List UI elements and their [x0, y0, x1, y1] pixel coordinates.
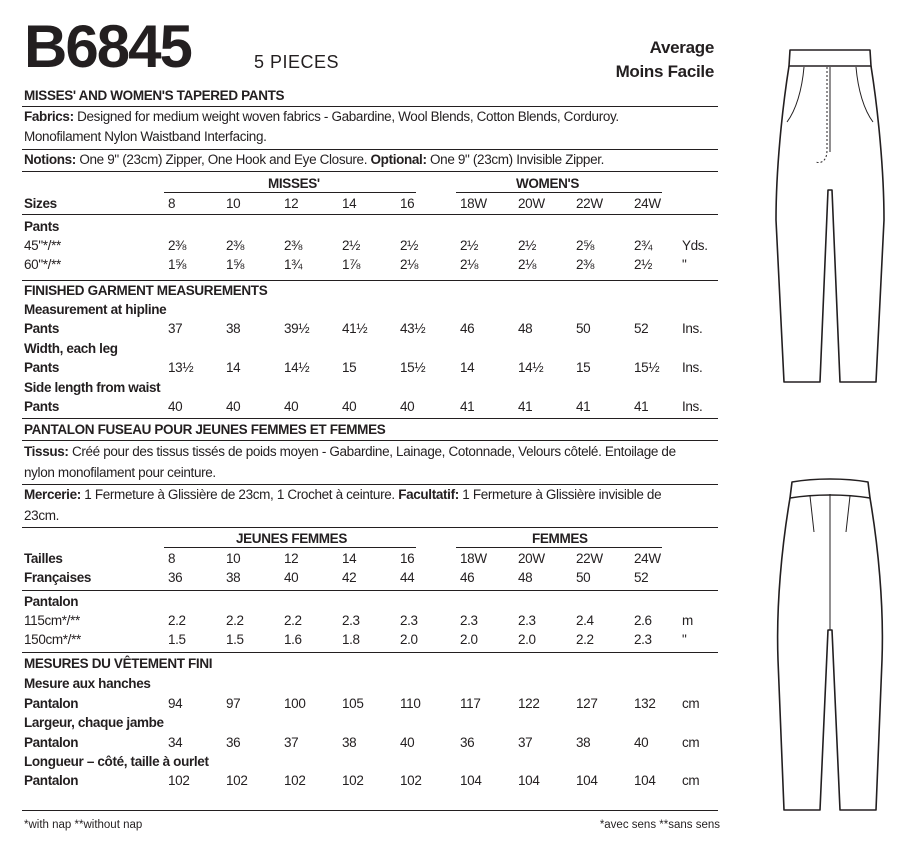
metrage-150-row-cell: 1.6: [284, 632, 302, 647]
sizes-row-cell: 22W: [576, 196, 603, 211]
leg-width-row-cell: 15: [342, 360, 357, 375]
yardage-45-row-cell: 2⅜: [168, 238, 187, 253]
leg-width-row-cell: 15: [576, 360, 591, 375]
francaises-row-cell: 38: [226, 570, 241, 585]
notions-label: Notions:: [24, 152, 76, 167]
fabrics-line: [24, 109, 619, 124]
tailles-row-cell: 18W: [460, 551, 487, 566]
sizes-row-cell: 14: [342, 196, 357, 211]
yardage-60-row-label: 60"*/**: [24, 257, 61, 272]
longueur-row-cell: 102: [342, 773, 364, 788]
pants-front-sketch-icon: [770, 40, 890, 420]
largeur-row-label: Pantalon: [24, 735, 79, 750]
tailles-row-cell: 20W: [518, 551, 545, 566]
yardage-45-row-cell: 2½: [518, 238, 537, 253]
yardage-60-row-cell: 1⅞: [342, 257, 361, 272]
divider: [22, 106, 718, 107]
metrage-115-row-cell: 2.6: [634, 613, 652, 628]
divider: [22, 418, 718, 419]
divider: [22, 810, 718, 811]
tailles-row-cell: 14: [342, 551, 357, 566]
divider: [22, 149, 718, 150]
largeur-row-cell: 40: [400, 735, 415, 750]
side-length-row-cell: 40: [400, 399, 415, 414]
facultatif-text: 1 Fermeture à Glissière invisible de: [462, 487, 662, 502]
fabrics-text-2: Monofilament Nylon Waistband Interfacing.: [24, 129, 267, 144]
mercerie-text: 1 Fermeture à Glissière de 23cm, 1 Crochet à ceinture.: [84, 487, 395, 502]
difficulty-level-fr: Moins Facile: [615, 62, 714, 81]
hipline-row-label: Pants: [24, 321, 60, 336]
pattern-number: B6845: [24, 13, 191, 80]
yardage-60-row-cell: 2⅜: [576, 257, 595, 272]
mesures-title: MESURES DU VÊTEMENT FINI: [24, 656, 213, 671]
metrage-115-row-cell: 2.3: [518, 613, 536, 628]
divider: [22, 214, 718, 215]
hanches-row-label: Pantalon: [24, 696, 79, 711]
metrage-150-row-cell: 1.8: [342, 632, 360, 647]
side-length-row-cell: 40: [226, 399, 241, 414]
hipline-row-cell: 52: [634, 321, 649, 336]
fabrics-label: Fabrics:: [24, 109, 74, 124]
metrage-150-row-cell: 2.0: [518, 632, 536, 647]
optional-label: Optional:: [370, 152, 427, 167]
divider: [22, 440, 718, 441]
largeur-row-cell: 36: [460, 735, 475, 750]
divider: [22, 171, 718, 172]
sizes-row-cell: 18W: [460, 196, 487, 211]
side-length-row-cell: 41: [634, 399, 649, 414]
francaises-row-cell: 42: [342, 570, 357, 585]
metrage-150-row-cell: 2.2: [576, 632, 594, 647]
group-femmes: FEMMES: [532, 531, 588, 546]
yardage-60-row-cell: 2⅛: [460, 257, 479, 272]
metrage-115-row-label: 115cm*/**: [24, 613, 80, 628]
finished-measurements-title: FINISHED GARMENT MEASUREMENTS: [24, 283, 268, 298]
metrage-150-row-unit: ": [682, 632, 687, 647]
fabrics-text: Designed for medium weight woven fabrics - Gabardine, Wool Blends, Cotton Blends, Corduroy.: [77, 109, 619, 124]
leg-width-row-cell: 14: [226, 360, 241, 375]
sizes-row-cell: 16: [400, 196, 415, 211]
mercerie-text-2: 23cm.: [24, 508, 60, 523]
mercerie-line: [24, 487, 661, 502]
leg-width-row-label: Pants: [24, 360, 60, 375]
hipline-row-unit: Ins.: [682, 321, 703, 336]
tailles-row-cell: 24W: [634, 551, 661, 566]
metrage-150-row-cell: 2.3: [634, 632, 652, 647]
metrage-150-row-label: 150cm*/**: [24, 632, 81, 647]
side-length-row-unit: Ins.: [682, 399, 703, 414]
hanches-row-cell: 117: [460, 696, 481, 711]
hanches-row-cell: 110: [400, 696, 421, 711]
hipline-row-cell: 43½: [400, 321, 426, 336]
longueur-row-cell: 102: [226, 773, 248, 788]
pants-back-sketch-icon: [770, 470, 890, 850]
metrage-section-label: Pantalon: [24, 594, 79, 609]
francaises-row-cell: 44: [400, 570, 415, 585]
largeur-row-cell: 38: [576, 735, 591, 750]
longueur-row-label: Pantalon: [24, 773, 79, 788]
tailles-row-cell: 10: [226, 551, 241, 566]
leg-width-row-unit: Ins.: [682, 360, 703, 375]
yardage-60-row-cell: 2½: [634, 257, 653, 272]
sizes-row-cell: 20W: [518, 196, 545, 211]
group-underline: [456, 547, 662, 548]
francaises-row-cell: 48: [518, 570, 533, 585]
tissus-label: Tissus:: [24, 444, 69, 459]
yardage-45-row-cell: 2⅝: [576, 238, 595, 253]
tissus-text-2: nylon monofilament pour ceinture.: [24, 465, 216, 480]
notions-text: One 9" (23cm) Zipper, One Hook and Eye Closure.: [79, 152, 368, 167]
largeur-label: Largeur, chaque jambe: [24, 715, 164, 730]
hanches-row-cell: 105: [342, 696, 364, 711]
group-underline: [164, 192, 416, 193]
sizes-row-label: Sizes: [24, 196, 57, 211]
metrage-150-row-cell: 1.5: [226, 632, 244, 647]
yardage-45-row-cell: 2⅜: [226, 238, 245, 253]
hanches-label: Mesure aux hanches: [24, 676, 151, 691]
facultatif-label: Facultatif:: [398, 487, 459, 502]
divider: [22, 280, 718, 281]
sizes-row-cell: 10: [226, 196, 241, 211]
pieces-count: 5 PIECES: [254, 52, 340, 72]
hanches-row-cell: 127: [576, 696, 598, 711]
hipline-row-cell: 41½: [342, 321, 368, 336]
hanches-row-cell: 94: [168, 696, 183, 711]
longueur-row-cell: 104: [460, 773, 482, 788]
group-jeunes-femmes: JEUNES FEMMES: [236, 531, 347, 546]
divider: [22, 527, 718, 528]
leg-width-row-cell: 15½: [400, 360, 426, 375]
yardage-60-row-cell: 1⅝: [226, 257, 245, 272]
leg-width-row-cell: 14: [460, 360, 475, 375]
hanches-row-unit: cm: [682, 696, 700, 711]
yardage-45-row-unit: Yds.: [682, 238, 708, 253]
hipline-row-cell: 38: [226, 321, 241, 336]
divider: [22, 484, 718, 485]
largeur-row-cell: 37: [518, 735, 533, 750]
hanches-row-cell: 100: [284, 696, 306, 711]
longueur-row-cell: 102: [168, 773, 190, 788]
largeur-row-unit: cm: [682, 735, 700, 750]
side-length-row-cell: 40: [168, 399, 183, 414]
tailles-row-cell: 16: [400, 551, 415, 566]
largeur-row-cell: 36: [226, 735, 241, 750]
hanches-row-cell: 132: [634, 696, 656, 711]
english-title: MISSES' AND WOMEN'S TAPERED PANTS: [24, 88, 285, 103]
group-womens: WOMEN'S: [516, 176, 580, 191]
largeur-row-cell: 40: [634, 735, 649, 750]
mercerie-label: Mercerie:: [24, 487, 81, 502]
francaises-row-cell: 46: [460, 570, 475, 585]
yardage-60-row-cell: 2⅛: [518, 257, 537, 272]
francaises-row-label: Françaises: [24, 570, 92, 585]
francaises-row-cell: 52: [634, 570, 649, 585]
longueur-row-cell: 104: [518, 773, 540, 788]
hipline-row-cell: 48: [518, 321, 533, 336]
divider: [22, 652, 718, 653]
hipline-row-cell: 50: [576, 321, 591, 336]
leg-width-label: Width, each leg: [24, 341, 118, 356]
yardage-45-row-cell: 2½: [400, 238, 419, 253]
group-underline: [164, 547, 416, 548]
side-length-row-cell: 40: [284, 399, 299, 414]
group-underline: [456, 192, 662, 193]
metrage-115-row-cell: 2.2: [226, 613, 244, 628]
side-length-row-cell: 41: [460, 399, 475, 414]
hipline-row-cell: 39½: [284, 321, 310, 336]
longueur-row-cell: 104: [576, 773, 598, 788]
optional-text: One 9" (23cm) Invisible Zipper.: [430, 152, 605, 167]
metrage-115-row-unit: m: [682, 613, 693, 628]
nap-legend-fr: *avec sens **sans sens: [599, 819, 720, 831]
tissus-text: Créé pour des tissus tissés de poids moyen - Gabardine, Lainage, Cotonnade, Velours côtelé. Entoilage de: [71, 444, 676, 459]
leg-width-row-cell: 14½: [518, 360, 544, 375]
sizes-row-cell: 24W: [634, 196, 661, 211]
longueur-row-unit: cm: [682, 773, 700, 788]
yardage-60-row-cell: 1¾: [284, 257, 303, 272]
leg-width-row-cell: 14½: [284, 360, 310, 375]
yardage-45-row-cell: 2½: [460, 238, 479, 253]
tailles-row-cell: 12: [284, 551, 299, 566]
yardage-section-label: Pants: [24, 219, 60, 234]
metrage-115-row-cell: 2.2: [168, 613, 186, 628]
side-length-label: Side length from waist: [24, 380, 161, 395]
tailles-row-cell: 8: [168, 551, 176, 566]
side-length-row-cell: 41: [576, 399, 591, 414]
yardage-60-row-cell: 1⅝: [168, 257, 187, 272]
metrage-115-row-cell: 2.3: [460, 613, 478, 628]
metrage-150-row-cell: 1.5: [168, 632, 186, 647]
hanches-row-cell: 97: [226, 696, 241, 711]
longueur-row-cell: 104: [634, 773, 656, 788]
leg-width-row-cell: 13½: [168, 360, 194, 375]
metrage-150-row-cell: 2.0: [400, 632, 418, 647]
hipline-row-cell: 46: [460, 321, 475, 336]
nap-legend-en: *with nap **without nap: [24, 819, 143, 831]
notions-line: [24, 152, 604, 167]
hipline-row-cell: 37: [168, 321, 183, 336]
longueur-label: Longueur – côté, taille à ourlet: [24, 754, 209, 769]
yardage-60-row-unit: ": [682, 257, 687, 272]
francaises-row-cell: 50: [576, 570, 591, 585]
group-misses: MISSES': [268, 176, 320, 191]
yardage-45-row-cell: 2⅜: [284, 238, 303, 253]
longueur-row-cell: 102: [284, 773, 306, 788]
largeur-row-cell: 37: [284, 735, 299, 750]
hanches-row-cell: 122: [518, 696, 540, 711]
metrage-115-row-cell: 2.4: [576, 613, 594, 628]
french-title: PANTALON FUSEAU POUR JEUNES FEMMES ET FEMMES: [24, 422, 386, 437]
largeur-row-cell: 34: [168, 735, 183, 750]
hipline-label: Measurement at hipline: [24, 302, 167, 317]
yardage-60-row-cell: 2⅛: [400, 257, 419, 272]
divider: [22, 590, 718, 591]
francaises-row-cell: 40: [284, 570, 299, 585]
sizes-row-cell: 8: [168, 196, 176, 211]
side-length-row-cell: 40: [342, 399, 357, 414]
side-length-row-cell: 41: [518, 399, 533, 414]
metrage-115-row-cell: 2.2: [284, 613, 302, 628]
francaises-row-cell: 36: [168, 570, 183, 585]
yardage-45-row-cell: 2½: [342, 238, 361, 253]
longueur-row-cell: 102: [400, 773, 422, 788]
side-length-row-label: Pants: [24, 399, 60, 414]
tissus-line: [24, 444, 676, 459]
yardage-45-row-label: 45"*/**: [24, 238, 61, 253]
tailles-row-cell: 22W: [576, 551, 603, 566]
difficulty-level-en: Average: [649, 38, 714, 57]
sizes-row-cell: 12: [284, 196, 299, 211]
yardage-45-row-cell: 2¾: [634, 238, 653, 253]
leg-width-row-cell: 15½: [634, 360, 660, 375]
largeur-row-cell: 38: [342, 735, 357, 750]
metrage-115-row-cell: 2.3: [342, 613, 360, 628]
metrage-150-row-cell: 2.0: [460, 632, 478, 647]
metrage-115-row-cell: 2.3: [400, 613, 418, 628]
tailles-row-label: Tailles: [24, 551, 63, 566]
